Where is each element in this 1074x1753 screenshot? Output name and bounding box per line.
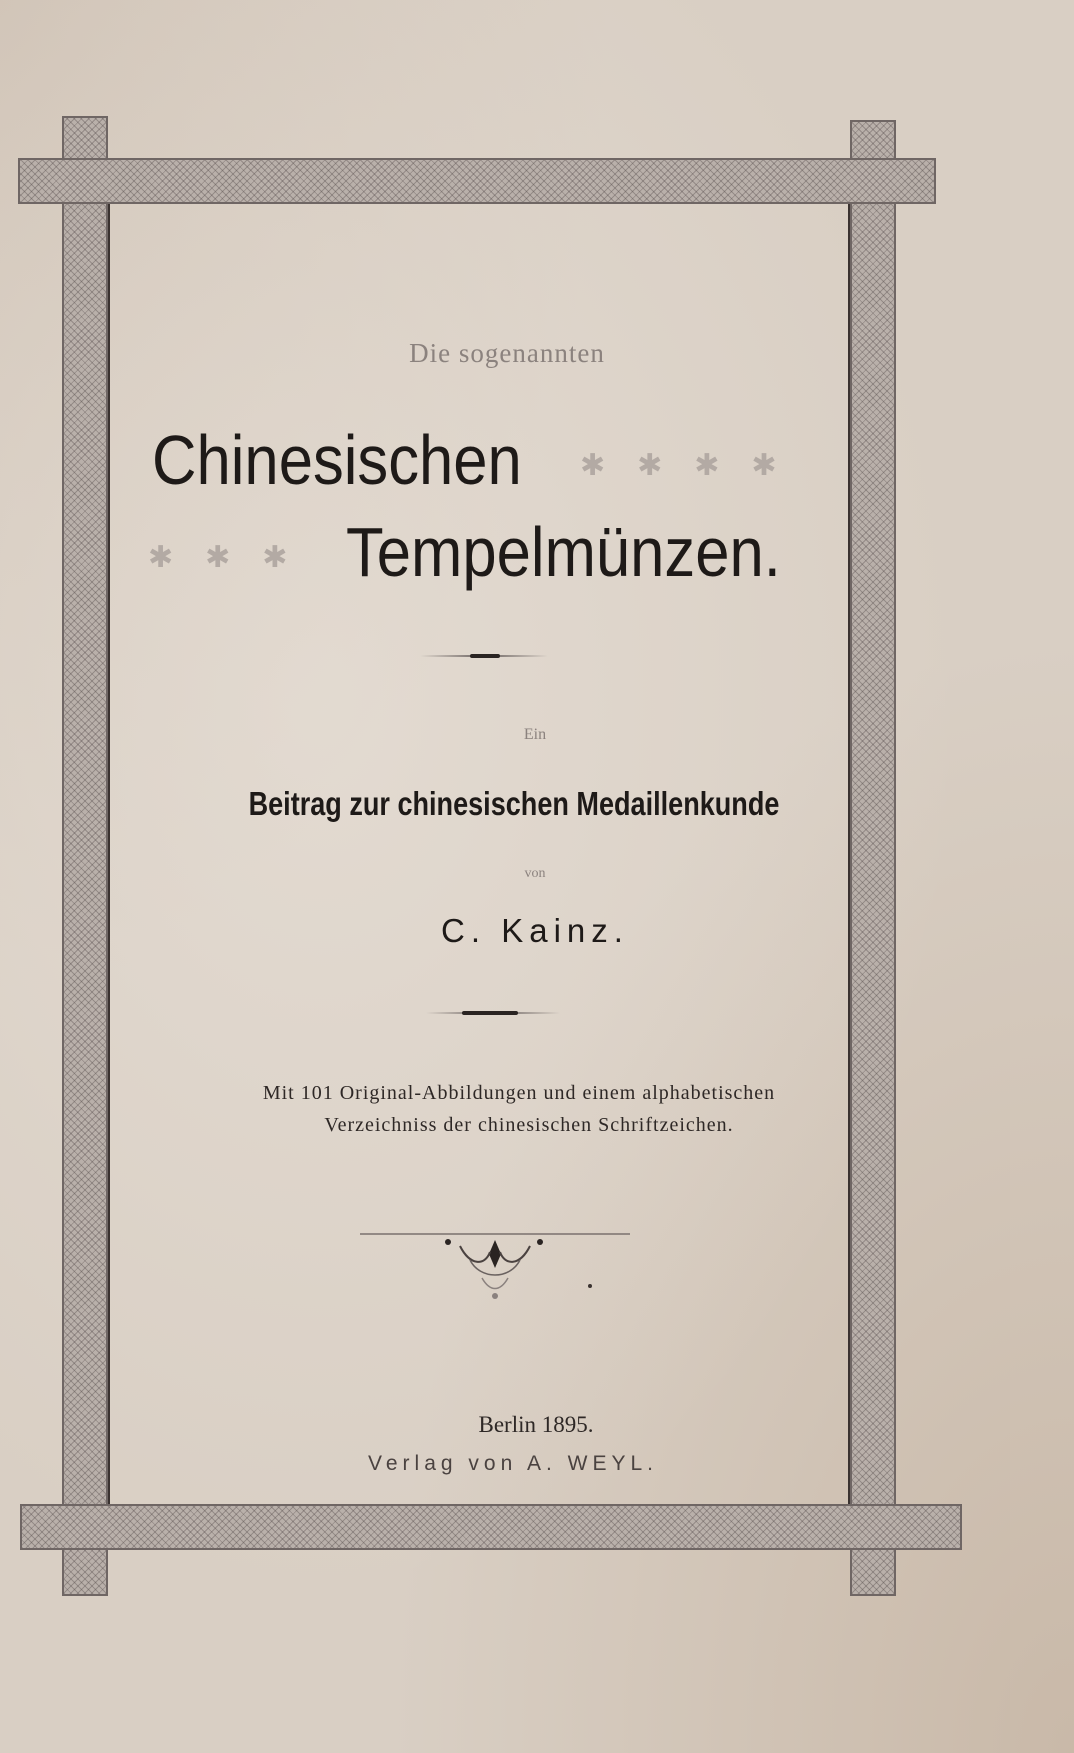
title-line-1: Chinesischen (152, 421, 522, 499)
divider-rule-2-center (462, 1011, 518, 1015)
note-line-1: Mit 101 Original-Abbildungen und einem alphabetischen (262, 1082, 776, 1104)
frame-bottom-bar (20, 1504, 962, 1550)
star-ornament-left: ✱✱✱ (148, 540, 320, 575)
pre-title: Die sogenannten (409, 338, 605, 368)
author: C. Kainz. (441, 912, 629, 949)
title-line-2: Tempelmünzen. (346, 513, 781, 591)
frame-inner-rule-right (848, 204, 850, 1504)
place-year: Berlin 1895. (478, 1412, 594, 1437)
frame-top-bar (18, 158, 936, 204)
publisher: Verlag von A. WEYL. (368, 1452, 658, 1475)
star-ornament-right: ✱✱✱✱ (580, 448, 809, 483)
fleuron-icon (360, 1222, 630, 1312)
divider-rule-1-center (470, 654, 500, 658)
subtitle: Beitrag zur chinesischen Medaillenkunde (248, 785, 780, 822)
note-line-2: Verzeichniss der chinesischen Schriftzeichen. (324, 1114, 734, 1136)
von-label: von (524, 866, 546, 881)
frame-inner-rule-left (108, 204, 110, 1504)
ein-label: Ein (523, 726, 547, 743)
